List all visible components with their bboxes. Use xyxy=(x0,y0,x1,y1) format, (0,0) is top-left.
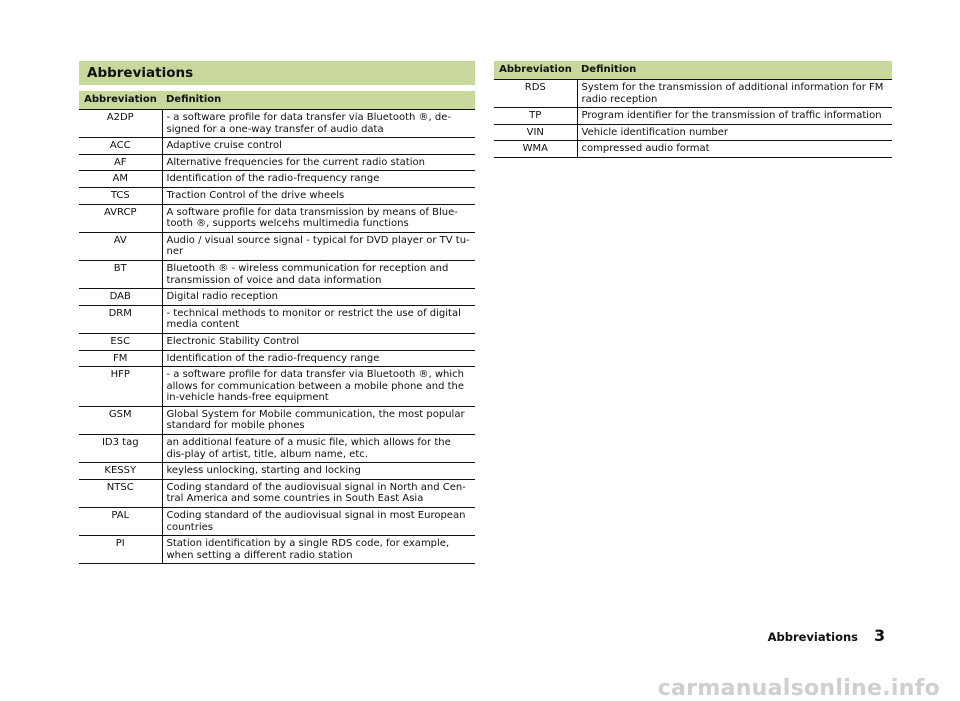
abbreviation-cell: DAB xyxy=(79,289,162,306)
table-row xyxy=(79,406,475,434)
abbreviation-cell: ID3 tag xyxy=(79,435,162,463)
definition-cell: Global System for Mobile communication, the most popular standard for mobile phones xyxy=(162,406,475,434)
table-body-left xyxy=(79,110,475,564)
definition-cell: Program identifier for the transmission of traffic information xyxy=(577,108,892,125)
abbreviation-cell: HFP xyxy=(79,367,162,407)
table-row xyxy=(79,479,475,507)
abbreviation-cell: ESC xyxy=(79,333,162,350)
abbreviation-cell: AM xyxy=(79,171,162,188)
definition-cell: Traction Control of the drive wheels xyxy=(162,187,475,204)
definition-cell: Coding standard of the audiovisual signal in North and Cen-tral America and some countries in South East Asia xyxy=(162,479,475,507)
table-row xyxy=(79,333,475,350)
section-title: Abbreviations xyxy=(79,61,475,85)
header-abbreviation: Abbreviation xyxy=(494,61,577,80)
table-header-row xyxy=(494,61,892,80)
abbreviation-cell: PI xyxy=(79,536,162,564)
left-column xyxy=(79,61,475,564)
table-row xyxy=(79,305,475,333)
watermark: carmanualsonline.info xyxy=(657,676,940,701)
abbreviation-cell: ACC xyxy=(79,138,162,155)
abbreviation-cell: AVRCP xyxy=(79,204,162,232)
abbreviation-cell: TP xyxy=(494,108,577,125)
abbreviation-cell: WMA xyxy=(494,141,577,158)
abbreviation-cell: BT xyxy=(79,260,162,288)
table-row xyxy=(494,108,892,125)
abbreviation-cell: PAL xyxy=(79,508,162,536)
abbreviation-cell: TCS xyxy=(79,187,162,204)
definition-cell: Identification of the radio-frequency range xyxy=(162,350,475,367)
definition-cell: Coding standard of the audiovisual signal in most European countries xyxy=(162,508,475,536)
definition-cell: A software profile for data transmission by means of Blue-tooth ®, supports welcehs multimedia functions xyxy=(162,204,475,232)
definition-cell: Alternative frequencies for the current radio station xyxy=(162,154,475,171)
abbreviation-cell: AV xyxy=(79,232,162,260)
definition-cell: Station identification by a single RDS code, for example, when setting a different radio station xyxy=(162,536,475,564)
definition-cell: - technical methods to monitor or restrict the use of digital media content xyxy=(162,305,475,333)
table-row xyxy=(79,187,475,204)
definition-cell: Bluetooth ® - wireless communication for reception and transmission of voice and data information xyxy=(162,260,475,288)
header-abbreviation: Abbreviation xyxy=(79,91,162,110)
definition-cell: Audio / visual source signal - typical for DVD player or TV tu-ner xyxy=(162,232,475,260)
definition-cell: an additional feature of a music file, which allows for the dis-play of artist, title, album name, etc. xyxy=(162,435,475,463)
table-row xyxy=(79,435,475,463)
page-footer xyxy=(0,626,960,650)
abbreviation-cell: A2DP xyxy=(79,110,162,138)
table-row xyxy=(79,289,475,306)
abbreviation-cell: NTSC xyxy=(79,479,162,507)
abbreviation-cell: KESSY xyxy=(79,463,162,480)
abbreviation-cell: VIN xyxy=(494,124,577,141)
table-row xyxy=(79,536,475,564)
definition-cell: Vehicle identification number xyxy=(577,124,892,141)
table-row xyxy=(79,110,475,138)
table-row xyxy=(79,367,475,407)
definition-cell: keyless unlocking, starting and locking xyxy=(162,463,475,480)
table-row xyxy=(79,171,475,188)
table-row xyxy=(79,138,475,155)
definition-cell: compressed audio format xyxy=(577,141,892,158)
table-row xyxy=(79,260,475,288)
abbreviation-cell: AF xyxy=(79,154,162,171)
definition-cell: - a software profile for data transfer via Bluetooth ®, de-signed for a one-way transfer of audio data xyxy=(162,110,475,138)
table-body-right xyxy=(494,80,892,158)
table-row xyxy=(494,141,892,158)
table-row xyxy=(494,80,892,108)
table-row xyxy=(79,350,475,367)
footer-section-label: Abbreviations xyxy=(767,630,858,644)
abbreviation-cell: GSM xyxy=(79,406,162,434)
abbreviations-table-left xyxy=(79,91,475,564)
table-row xyxy=(79,204,475,232)
page-number: 3 xyxy=(874,626,886,645)
definition-cell: Digital radio reception xyxy=(162,289,475,306)
header-definition: Definition xyxy=(577,61,892,80)
definition-cell: - a software profile for data transfer via Bluetooth ®, which allows for communication between a mobile phone and the in-vehicle hands-free equipment xyxy=(162,367,475,407)
abbreviations-table-right xyxy=(494,61,892,158)
abbreviation-cell: FM xyxy=(79,350,162,367)
table-row xyxy=(79,463,475,480)
definition-cell: Identification of the radio-frequency range xyxy=(162,171,475,188)
abbreviation-cell: DRM xyxy=(79,305,162,333)
definition-cell: Electronic Stability Control xyxy=(162,333,475,350)
table-row xyxy=(79,508,475,536)
header-definition: Definition xyxy=(162,91,475,110)
definition-cell: Adaptive cruise control xyxy=(162,138,475,155)
definition-cell: System for the transmission of additional information for FM radio reception xyxy=(577,80,892,108)
table-row xyxy=(79,154,475,171)
table-row xyxy=(79,232,475,260)
abbreviation-cell: RDS xyxy=(494,80,577,108)
table-header-row xyxy=(79,91,475,110)
table-row xyxy=(494,124,892,141)
right-column xyxy=(494,61,892,158)
